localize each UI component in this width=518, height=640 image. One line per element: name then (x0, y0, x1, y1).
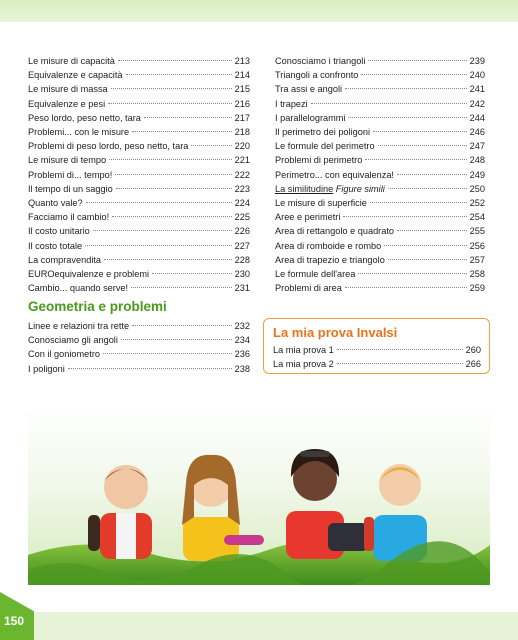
toc-entry-page: 252 (469, 198, 485, 209)
toc-entry-page: 234 (234, 335, 250, 346)
toc-entry-page: 259 (469, 283, 485, 294)
toc-entry-title: Conosciamo gli angoli (28, 335, 118, 346)
toc-entry-title: Il costo unitario (28, 226, 90, 237)
toc-entry[interactable] (28, 168, 250, 182)
toc-entry-title: Quanto vale? (28, 198, 83, 209)
dot-leader (118, 60, 232, 61)
dot-leader (104, 259, 232, 260)
toc-entry-title-underlined: La similitudine (275, 183, 334, 194)
dot-leader (115, 174, 231, 175)
dot-leader (85, 245, 232, 246)
toc-entry[interactable] (28, 196, 250, 210)
toc-entry[interactable] (273, 357, 481, 371)
toc-entry-page: 238 (234, 363, 250, 374)
toc-entry-page: 254 (469, 212, 485, 223)
toc-entry-title: Problemi di area (275, 283, 342, 294)
toc-entry-page: 223 (234, 183, 250, 194)
toc-entry-page: 226 (234, 226, 250, 237)
dot-leader (132, 131, 232, 132)
toc-entry-page: 221 (234, 155, 250, 166)
toc-entry[interactable] (275, 111, 485, 125)
toc-entry-title: Cambio... quando serve! (28, 283, 129, 294)
toc-entry[interactable] (275, 253, 485, 267)
invalsi-heading: La mia prova Invalsi (273, 325, 398, 340)
toc-entry-title: Problemi... con le misure (28, 127, 130, 138)
toc-entry-title: La compravendita (28, 254, 102, 265)
toc-entry[interactable] (275, 196, 485, 210)
toc-entry-page: 255 (469, 226, 485, 237)
toc-entry-page: 218 (234, 127, 250, 138)
toc-entry[interactable] (28, 182, 250, 196)
toc-entry-title: Il tempo di un saggio (28, 183, 113, 194)
toc-entry-page: 257 (469, 254, 485, 265)
toc-entry-title: I poligoni (28, 363, 65, 374)
toc-entry-title: Tra assi e angoli (275, 84, 343, 95)
dot-leader (132, 325, 232, 326)
toc-entry[interactable] (28, 210, 250, 224)
toc-entry-page: 214 (234, 70, 250, 81)
toc-entry-page: 244 (469, 112, 485, 123)
toc-entry-page: 242 (469, 98, 485, 109)
toc-entry-page: 266 (465, 359, 481, 370)
section-heading: Geometria e problemi (28, 299, 167, 314)
toc-entry-page: 258 (469, 269, 485, 280)
toc-entry-page: 248 (469, 155, 485, 166)
toc-entry-page: 240 (469, 70, 485, 81)
toc-entry[interactable] (275, 153, 485, 167)
dot-leader (337, 349, 463, 350)
toc-entry-title: Problemi di peso lordo, peso netto, tara (28, 141, 189, 152)
dot-leader (373, 131, 467, 132)
toc-entry[interactable] (275, 68, 485, 82)
dot-leader (345, 88, 467, 89)
toc-entry-page: 260 (465, 345, 481, 355)
toc-entry-title (275, 182, 385, 196)
toc-entry-page: 239 (469, 56, 485, 66)
toc-entry-title-italic: Figure simili (335, 183, 385, 194)
dot-leader (68, 368, 232, 369)
dot-leader (365, 159, 466, 160)
toc-entry[interactable] (28, 281, 250, 295)
toc-entry-page: 231 (234, 283, 250, 294)
page-number: 150 (4, 614, 25, 628)
toc-entry-title: Le formule dell'area (275, 269, 356, 280)
dot-leader (111, 88, 232, 89)
toc-section-list (28, 319, 250, 376)
dot-leader (397, 174, 467, 175)
toc-entry-page: 224 (234, 198, 250, 209)
dot-leader (337, 363, 463, 364)
dot-leader (343, 216, 466, 217)
toc-entry[interactable] (275, 281, 485, 295)
dot-leader (370, 202, 467, 203)
dot-leader (397, 230, 467, 231)
dot-leader (191, 145, 231, 146)
toc-entry-title: Area di romboide e rombo (275, 240, 382, 251)
toc-entry[interactable] (275, 139, 485, 153)
toc-entry[interactable] (275, 168, 485, 182)
toc-entry-title: I trapezi (275, 98, 308, 109)
dot-leader (378, 145, 467, 146)
toc-entry[interactable] (28, 139, 250, 153)
toc-entry[interactable] (28, 97, 250, 111)
toc-entry-title: Perimetro... con equivalenza! (275, 169, 394, 180)
toc-entry[interactable] (28, 347, 250, 361)
toc-entry[interactable] (28, 239, 250, 253)
invalsi-box (263, 318, 490, 374)
dot-leader (93, 230, 232, 231)
dot-leader (358, 273, 466, 274)
toc-entry-title: Problemi di perimetro (275, 155, 363, 166)
dot-leader (388, 188, 467, 189)
toc-entry[interactable] (28, 153, 250, 167)
toc-entry-page: 227 (234, 240, 250, 251)
toc-entry-page: 250 (469, 183, 485, 194)
toc-entry[interactable] (273, 343, 481, 357)
toc-left-column (28, 54, 250, 295)
toc-entry-page: 220 (234, 141, 250, 152)
toc-entry-page: 246 (469, 127, 485, 138)
toc-entry-title: I parallelogrammi (275, 112, 346, 123)
toc-entry-title: Peso lordo, peso netto, tara (28, 112, 141, 123)
dot-leader (311, 103, 467, 104)
toc-entry[interactable] (28, 54, 250, 68)
toc-entry[interactable] (275, 267, 485, 281)
toc-entry-title: Facciamo il cambio! (28, 212, 110, 223)
top-band (0, 0, 518, 22)
toc-entry-title: Problemi di... tempo! (28, 169, 113, 180)
dot-leader (126, 74, 232, 75)
dot-leader (361, 74, 466, 75)
dot-leader (108, 103, 232, 104)
toc-entry-title: Linee e relazioni tra rette (28, 321, 130, 331)
toc-entry-title: Le misure di superficie (275, 198, 367, 209)
toc-entry[interactable] (275, 97, 485, 111)
dot-leader (144, 117, 232, 118)
dot-leader (348, 117, 466, 118)
dot-leader (152, 273, 232, 274)
toc-entry-page: 216 (234, 98, 250, 109)
toc-entry[interactable] (28, 253, 250, 267)
toc-entry-page: 232 (234, 321, 250, 331)
toc-entry-page: 241 (469, 84, 485, 95)
dot-leader (384, 245, 466, 246)
toc-entry[interactable] (275, 82, 485, 96)
toc-entry-page: 230 (234, 269, 250, 280)
toc-entry[interactable] (28, 68, 250, 82)
dot-leader (109, 159, 232, 160)
toc-entry[interactable] (28, 319, 250, 333)
toc-entry[interactable] (275, 182, 485, 196)
toc-entry-title: Area di trapezio e triangolo (275, 254, 385, 265)
toc-entry[interactable] (275, 54, 485, 68)
toc-entry-page: 217 (234, 112, 250, 123)
toc-right-column (275, 54, 485, 295)
toc-entry-page: 249 (469, 169, 485, 180)
toc-entry-title: Conosciamo i triangoli (275, 56, 366, 66)
toc-entry-page: 215 (234, 84, 250, 95)
toc-entry-title: Le misure di tempo (28, 155, 107, 166)
toc-entry-page: 256 (469, 240, 485, 251)
dot-leader (86, 202, 232, 203)
toc-entry-title: Il perimetro dei poligoni (275, 127, 370, 138)
dot-leader (121, 339, 232, 340)
toc-entry[interactable] (28, 333, 250, 347)
toc-entry-title: Il costo totale (28, 240, 83, 251)
dot-leader (388, 259, 467, 260)
toc-entry[interactable] (275, 224, 485, 238)
toc-entry-title: EUROequivalenze e problemi (28, 269, 150, 280)
bottom-band (0, 612, 518, 640)
children-photo (28, 405, 490, 585)
toc-entry-page: 236 (234, 349, 250, 360)
toc-entry[interactable] (28, 362, 250, 376)
toc-entry[interactable] (28, 125, 250, 139)
toc-entry-title: Triangoli a confronto (275, 70, 359, 81)
toc-entry-title: Le formule del perimetro (275, 141, 375, 152)
toc-entry[interactable] (28, 82, 250, 96)
toc-entry-page: 213 (234, 56, 250, 66)
toc-entry-page: 247 (469, 141, 485, 152)
toc-entry-title: Aree e perimetri (275, 212, 341, 223)
dot-leader (112, 216, 231, 217)
toc-entry[interactable] (275, 239, 485, 253)
toc-entry-title: Con il goniometro (28, 349, 101, 360)
toc-entry[interactable] (28, 111, 250, 125)
toc-entry[interactable] (275, 210, 485, 224)
dot-leader (116, 188, 232, 189)
toc-entry-page: 222 (234, 169, 250, 180)
toc-entry[interactable] (275, 125, 485, 139)
toc-entry[interactable] (28, 224, 250, 238)
toc-entry-title: Area di rettangolo e quadrato (275, 226, 395, 237)
toc-entry[interactable] (28, 267, 250, 281)
toc-entry-page: 228 (234, 254, 250, 265)
toc-entry-title: La mia prova 2 (273, 359, 334, 370)
dot-leader (345, 287, 467, 288)
dot-leader (131, 287, 232, 288)
toc-entry-title: La mia prova 1 (273, 345, 334, 355)
toc-entry-title: Equivalenze e capacità (28, 70, 123, 81)
toc-entry-title: Le misure di capacità (28, 56, 115, 66)
toc-entry-title: Equivalenze e pesi (28, 98, 106, 109)
dot-leader (368, 60, 466, 61)
toc-entry-page: 225 (234, 212, 250, 223)
toc-entry-title: Le misure di massa (28, 84, 108, 95)
dot-leader (103, 353, 232, 354)
